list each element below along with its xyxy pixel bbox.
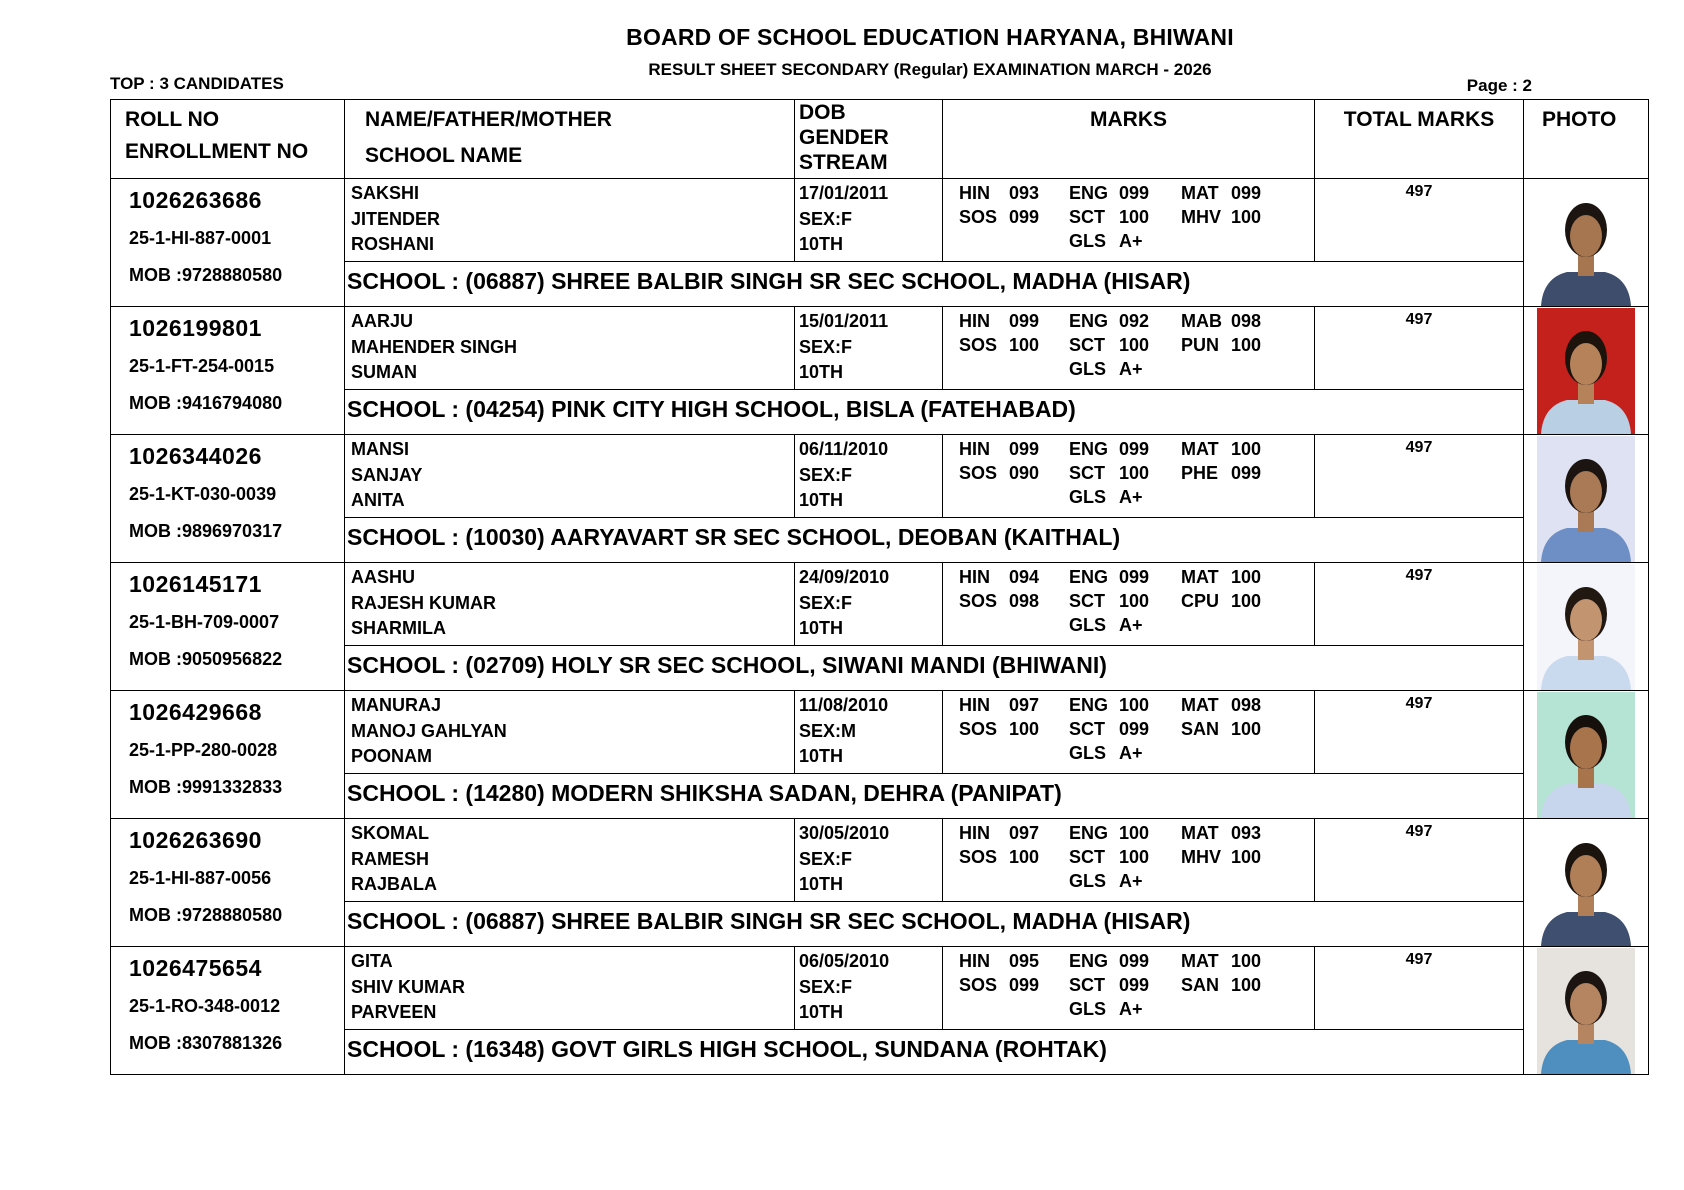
total-marks-cell (1315, 819, 1524, 902)
subject-mark: 100 (1119, 335, 1150, 355)
board-title: BOARD OF SCHOOL EDUCATION HARYANA, BHIWANI (626, 24, 1234, 50)
mobile-no: MOB :9728880580 (129, 905, 283, 925)
roll-no: 1026263686 (129, 187, 262, 213)
subject-code: SCT (1069, 847, 1105, 867)
father-name: JITENDER (351, 208, 441, 229)
candidate-photo (1537, 308, 1635, 434)
subject-code: HIN (959, 951, 990, 971)
subject-code: GLS (1069, 359, 1107, 379)
dob: 06/11/2010 (799, 439, 889, 459)
photo-face (1570, 599, 1602, 641)
candidate-name: MANURAJ (351, 695, 441, 715)
subject-code: ENG (1069, 695, 1109, 715)
enrollment-no: 25-1-RO-348-0012 (129, 996, 281, 1016)
school-name: SCHOOL : (04254) PINK CITY HIGH SCHOOL, BISLA (FATEHABAD) (347, 396, 1076, 422)
mobile-no: MOB :8307881326 (129, 1033, 283, 1053)
subject-code: ENG (1069, 183, 1109, 203)
subject-code: ENG (1069, 823, 1109, 843)
subject-code: HIN (959, 567, 990, 587)
subject-mark: 098 (1231, 695, 1262, 715)
total-marks-cell (1315, 691, 1524, 774)
school-name: SCHOOL : (10030) AARYAVART SR SEC SCHOOL, DEOBAN (KAITHAL) (347, 524, 1121, 550)
subject-mark: 099 (1119, 975, 1150, 995)
gender: SEX:F (799, 208, 853, 229)
candidate-photo (1537, 436, 1635, 562)
roll-no: 1026344026 (129, 443, 262, 469)
subject-code: HIN (959, 695, 990, 715)
total-marks: 497 (1405, 951, 1433, 968)
school-cell (345, 902, 1524, 947)
subject-mark: 099 (1119, 183, 1150, 203)
header-total-marks: TOTAL MARKS (1315, 100, 1524, 179)
total-marks-cell (1315, 563, 1524, 646)
dob-cell (795, 563, 943, 646)
name-cell (345, 819, 795, 902)
subject-mark: 100 (1231, 951, 1262, 971)
gender: SEX:F (799, 592, 853, 613)
roll-no: 1026475654 (129, 955, 262, 981)
subject-mark: 100 (1231, 719, 1262, 739)
photo-neck (1578, 382, 1594, 404)
subject-mark: 099 (1009, 975, 1040, 995)
photo-cell (1524, 691, 1649, 819)
total-marks-cell (1315, 179, 1524, 262)
photo-face (1570, 215, 1602, 257)
subject-mark: 100 (1231, 567, 1262, 587)
school-cell (345, 646, 1524, 691)
subject-code: ENG (1069, 311, 1109, 331)
subject-mark: 098 (1009, 591, 1040, 611)
name-cell (345, 307, 795, 390)
total-marks: 497 (1405, 823, 1433, 840)
total-marks: 497 (1405, 439, 1433, 456)
subject-code: MAT (1181, 567, 1219, 587)
subject-mark: 099 (1009, 311, 1040, 331)
photo-cell (1524, 435, 1649, 563)
stream: 10TH (799, 1002, 844, 1022)
subject-code: GLS (1069, 231, 1107, 251)
roll-enrollment-cell (111, 691, 345, 819)
father-name: RAJESH KUMAR (351, 592, 497, 613)
subject-mark: 099 (1009, 207, 1040, 227)
subject-mark: 100 (1231, 335, 1262, 355)
subject-code: MAT (1181, 695, 1219, 715)
photo-neck (1578, 1022, 1594, 1044)
school-cell (345, 1030, 1524, 1075)
subject-mark: 099 (1119, 719, 1150, 739)
candidate-row (111, 819, 1649, 902)
school-name: SCHOOL : (06887) SHREE BALBIR SINGH SR SEC SCHOOL, MADHA (HISAR) (347, 268, 1191, 294)
total-marks: 497 (1405, 567, 1433, 584)
table-header-row (111, 100, 1649, 179)
candidate-row (111, 947, 1649, 1030)
mother-name: ROSHANI (351, 234, 435, 254)
subject-mark: A+ (1119, 615, 1143, 635)
candidate-row (111, 307, 1649, 390)
subject-code: ENG (1069, 439, 1109, 459)
candidate-name: GITA (351, 951, 393, 971)
subject-mark: 097 (1009, 695, 1040, 715)
subject-code: MAT (1181, 951, 1219, 971)
subject-code: HIN (959, 439, 990, 459)
dob-cell (795, 819, 943, 902)
header-school-name: SCHOOL NAME (365, 144, 523, 167)
subject-mark: 100 (1231, 591, 1262, 611)
total-marks-cell (1315, 435, 1524, 518)
gender: SEX:F (799, 848, 853, 869)
name-cell (345, 435, 795, 518)
subject-mark: 099 (1119, 951, 1150, 971)
subject-mark: 100 (1009, 847, 1040, 867)
header-name-father-mother: NAME/FATHER/MOTHER (365, 108, 612, 131)
school-cell (345, 774, 1524, 819)
subject-code: SCT (1069, 591, 1105, 611)
header-enrollment-no: ENROLLMENT NO (125, 140, 309, 163)
subject-mark: 100 (1009, 335, 1040, 355)
photo-cell (1524, 179, 1649, 307)
header-roll-no: ROLL NO (125, 108, 220, 131)
subject-code: SOS (959, 591, 998, 611)
father-name: MAHENDER SINGH (351, 336, 518, 357)
subject-mark: 100 (1231, 847, 1262, 867)
subject-code: GLS (1069, 999, 1107, 1019)
subject-code: GLS (1069, 615, 1107, 635)
candidate-photo (1537, 820, 1635, 946)
subject-mark: A+ (1119, 871, 1143, 891)
subject-code: SOS (959, 463, 998, 483)
photo-neck (1578, 510, 1594, 532)
marks-cell (943, 819, 1315, 902)
subject-code: SAN (1181, 719, 1220, 739)
subject-mark: 099 (1231, 183, 1262, 203)
subject-mark: 090 (1009, 463, 1040, 483)
subject-mark: A+ (1119, 231, 1143, 251)
photo-face (1570, 727, 1602, 769)
top-candidates-label: TOP : 3 CANDIDATES (110, 74, 284, 93)
total-marks: 497 (1405, 183, 1433, 200)
header-roll-enrollment (111, 100, 345, 179)
subject-code: MHV (1181, 847, 1221, 867)
dob-cell (795, 307, 943, 390)
subject-mark: A+ (1119, 359, 1143, 379)
total-marks: 497 (1405, 311, 1433, 328)
gender: SEX:F (799, 464, 853, 485)
header-dob: DOB (799, 101, 846, 124)
candidate-name: SKOMAL (351, 823, 429, 843)
subject-code: HIN (959, 823, 990, 843)
dob: 15/01/2011 (799, 311, 889, 331)
mobile-no: MOB :9050956822 (129, 649, 283, 669)
stream: 10TH (799, 234, 844, 254)
father-name: RAMESH (351, 848, 430, 869)
candidate-row (111, 179, 1649, 262)
total-marks-cell (1315, 307, 1524, 390)
photo-neck (1578, 894, 1594, 916)
photo-cell (1524, 947, 1649, 1075)
dob: 11/08/2010 (799, 695, 889, 715)
header-dob-gender-stream (795, 100, 943, 179)
dob-cell (795, 179, 943, 262)
marks-cell (943, 947, 1315, 1030)
subject-code: SCT (1069, 207, 1105, 227)
enrollment-no: 25-1-KT-030-0039 (129, 484, 277, 504)
subject-mark: 099 (1119, 439, 1150, 459)
candidate-row (111, 691, 1649, 774)
marks-cell (943, 179, 1315, 262)
subject-mark: 100 (1231, 439, 1262, 459)
dob: 30/05/2010 (799, 823, 890, 843)
marks-cell (943, 563, 1315, 646)
header-stream: STREAM (799, 151, 888, 174)
mobile-no: MOB :9416794080 (129, 393, 283, 413)
dob-cell (795, 691, 943, 774)
roll-no: 1026263690 (129, 827, 262, 853)
subject-code: SCT (1069, 975, 1105, 995)
roll-enrollment-cell (111, 819, 345, 947)
candidate-row (111, 435, 1649, 518)
enrollment-no: 25-1-HI-887-0056 (129, 868, 272, 888)
photo-neck (1578, 638, 1594, 660)
subject-code: HIN (959, 183, 990, 203)
result-table (110, 99, 1649, 1075)
school-cell (345, 518, 1524, 563)
father-name: SANJAY (351, 464, 423, 485)
subject-mark: 099 (1231, 463, 1262, 483)
stream: 10TH (799, 746, 844, 766)
candidate-row (111, 563, 1649, 646)
gender: SEX:M (799, 720, 857, 741)
name-cell (345, 563, 795, 646)
stream: 10TH (799, 490, 844, 510)
stream: 10TH (799, 362, 844, 382)
roll-enrollment-cell (111, 179, 345, 307)
school-name: SCHOOL : (06887) SHREE BALBIR SINGH SR SEC SCHOOL, MADHA (HISAR) (347, 908, 1191, 934)
subject-code: SAN (1181, 975, 1220, 995)
enrollment-no: 25-1-PP-280-0028 (129, 740, 278, 760)
subject-code: MHV (1181, 207, 1221, 227)
roll-no: 1026199801 (129, 315, 262, 341)
dob: 24/09/2010 (799, 567, 890, 587)
gender: SEX:F (799, 336, 853, 357)
mother-name: SHARMILA (351, 618, 446, 638)
marks-cell (943, 307, 1315, 390)
marks-cell (943, 691, 1315, 774)
subject-code: SOS (959, 719, 998, 739)
mother-name: PARVEEN (351, 1002, 437, 1022)
subject-code: PHE (1181, 463, 1219, 483)
total-marks-cell (1315, 947, 1524, 1030)
subject-code: GLS (1069, 743, 1107, 763)
dob: 06/05/2010 (799, 951, 890, 971)
subject-code: GLS (1069, 871, 1107, 891)
total-marks: 497 (1405, 695, 1433, 712)
candidate-photo (1537, 948, 1635, 1074)
subject-mark: 099 (1009, 439, 1040, 459)
enrollment-no: 25-1-BH-709-0007 (129, 612, 280, 632)
subject-mark: 097 (1009, 823, 1040, 843)
photo-cell (1524, 819, 1649, 947)
subject-mark: 100 (1119, 207, 1150, 227)
photo-cell (1524, 307, 1649, 435)
subject-code: SOS (959, 847, 998, 867)
dob: 17/01/2011 (799, 183, 889, 203)
father-name: MANOJ GAHLYAN (351, 720, 507, 741)
subject-mark: 100 (1231, 975, 1262, 995)
school-cell (345, 262, 1524, 307)
roll-no: 1026429668 (129, 699, 262, 725)
roll-enrollment-cell (111, 435, 345, 563)
candidate-photo (1537, 692, 1635, 818)
enrollment-no: 25-1-HI-887-0001 (129, 228, 272, 248)
roll-no: 1026145171 (129, 571, 262, 597)
subject-mark: 094 (1009, 567, 1040, 587)
school-name: SCHOOL : (16348) GOVT GIRLS HIGH SCHOOL, SUNDANA (ROHTAK) (347, 1036, 1107, 1062)
subject-mark: A+ (1119, 999, 1143, 1019)
subject-mark: 100 (1119, 847, 1150, 867)
subject-code: SOS (959, 335, 998, 355)
subject-code: MAB (1181, 311, 1222, 331)
subject-code: MAT (1181, 183, 1219, 203)
photo-face (1570, 471, 1602, 513)
subject-code: GLS (1069, 487, 1107, 507)
subject-code: PUN (1181, 335, 1220, 355)
stream: 10TH (799, 874, 844, 894)
mobile-no: MOB :9728880580 (129, 265, 283, 285)
candidate-name: MANSI (351, 439, 409, 459)
subject-code: MAT (1181, 439, 1219, 459)
dob-cell (795, 435, 943, 518)
photo-face (1570, 855, 1602, 897)
mother-name: RAJBALA (351, 874, 438, 894)
photo-neck (1578, 254, 1594, 276)
candidate-photo (1537, 180, 1635, 306)
subject-mark: 100 (1119, 823, 1150, 843)
stream: 10TH (799, 618, 844, 638)
school-name: SCHOOL : (14280) MODERN SHIKSHA SADAN, DEHRA (PANIPAT) (347, 780, 1062, 806)
photo-face (1570, 343, 1602, 385)
mobile-no: MOB :9896970317 (129, 521, 283, 541)
photo-face (1570, 983, 1602, 1025)
roll-enrollment-cell (111, 947, 345, 1075)
photo-neck (1578, 766, 1594, 788)
enrollment-no: 25-1-FT-254-0015 (129, 356, 275, 376)
subject-mark: 098 (1231, 311, 1262, 331)
subject-mark: 099 (1119, 567, 1150, 587)
subject-code: CPU (1181, 591, 1220, 611)
name-cell (345, 691, 795, 774)
page-number: Page : 2 (1466, 76, 1532, 95)
subject-mark: A+ (1119, 743, 1143, 763)
roll-enrollment-cell (111, 563, 345, 691)
roll-enrollment-cell (111, 307, 345, 435)
subject-code: HIN (959, 311, 990, 331)
subject-mark: 100 (1231, 207, 1262, 227)
mobile-no: MOB :9991332833 (129, 777, 283, 797)
mother-name: SUMAN (351, 362, 417, 382)
subject-mark: 093 (1009, 183, 1040, 203)
subject-mark: 100 (1119, 591, 1150, 611)
subject-mark: 095 (1009, 951, 1040, 971)
candidate-name: AARJU (351, 311, 414, 331)
dob-cell (795, 947, 943, 1030)
header-marks: MARKS (943, 100, 1315, 179)
photo-cell (1524, 563, 1649, 691)
header-gender: GENDER (799, 126, 889, 149)
candidate-photo (1537, 564, 1635, 690)
header-name-school (345, 100, 795, 179)
subject-code: ENG (1069, 951, 1109, 971)
name-cell (345, 179, 795, 262)
header-photo: PHOTO (1524, 100, 1649, 179)
subject-code: SOS (959, 207, 998, 227)
school-cell (345, 390, 1524, 435)
candidate-name: AASHU (351, 567, 416, 587)
subject-code: SOS (959, 975, 998, 995)
subject-mark: A+ (1119, 487, 1143, 507)
father-name: SHIV KUMAR (351, 976, 466, 997)
subject-mark: 093 (1231, 823, 1262, 843)
subject-code: SCT (1069, 719, 1105, 739)
gender: SEX:F (799, 976, 853, 997)
subject-code: ENG (1069, 567, 1109, 587)
subject-code: SCT (1069, 463, 1105, 483)
mother-name: ANITA (351, 490, 405, 510)
subject-code: SCT (1069, 335, 1105, 355)
candidate-name: SAKSHI (351, 183, 420, 203)
subject-mark: 100 (1119, 695, 1150, 715)
name-cell (345, 947, 795, 1030)
result-sheet-subtitle: RESULT SHEET SECONDARY (Regular) EXAMINATION MARCH - 2026 (648, 60, 1212, 79)
mother-name: POONAM (351, 746, 432, 766)
marks-cell (943, 435, 1315, 518)
subject-mark: 092 (1119, 311, 1150, 331)
school-name: SCHOOL : (02709) HOLY SR SEC SCHOOL, SIWANI MANDI (BHIWANI) (347, 652, 1107, 678)
subject-code: MAT (1181, 823, 1219, 843)
subject-mark: 100 (1119, 463, 1150, 483)
subject-mark: 100 (1009, 719, 1040, 739)
